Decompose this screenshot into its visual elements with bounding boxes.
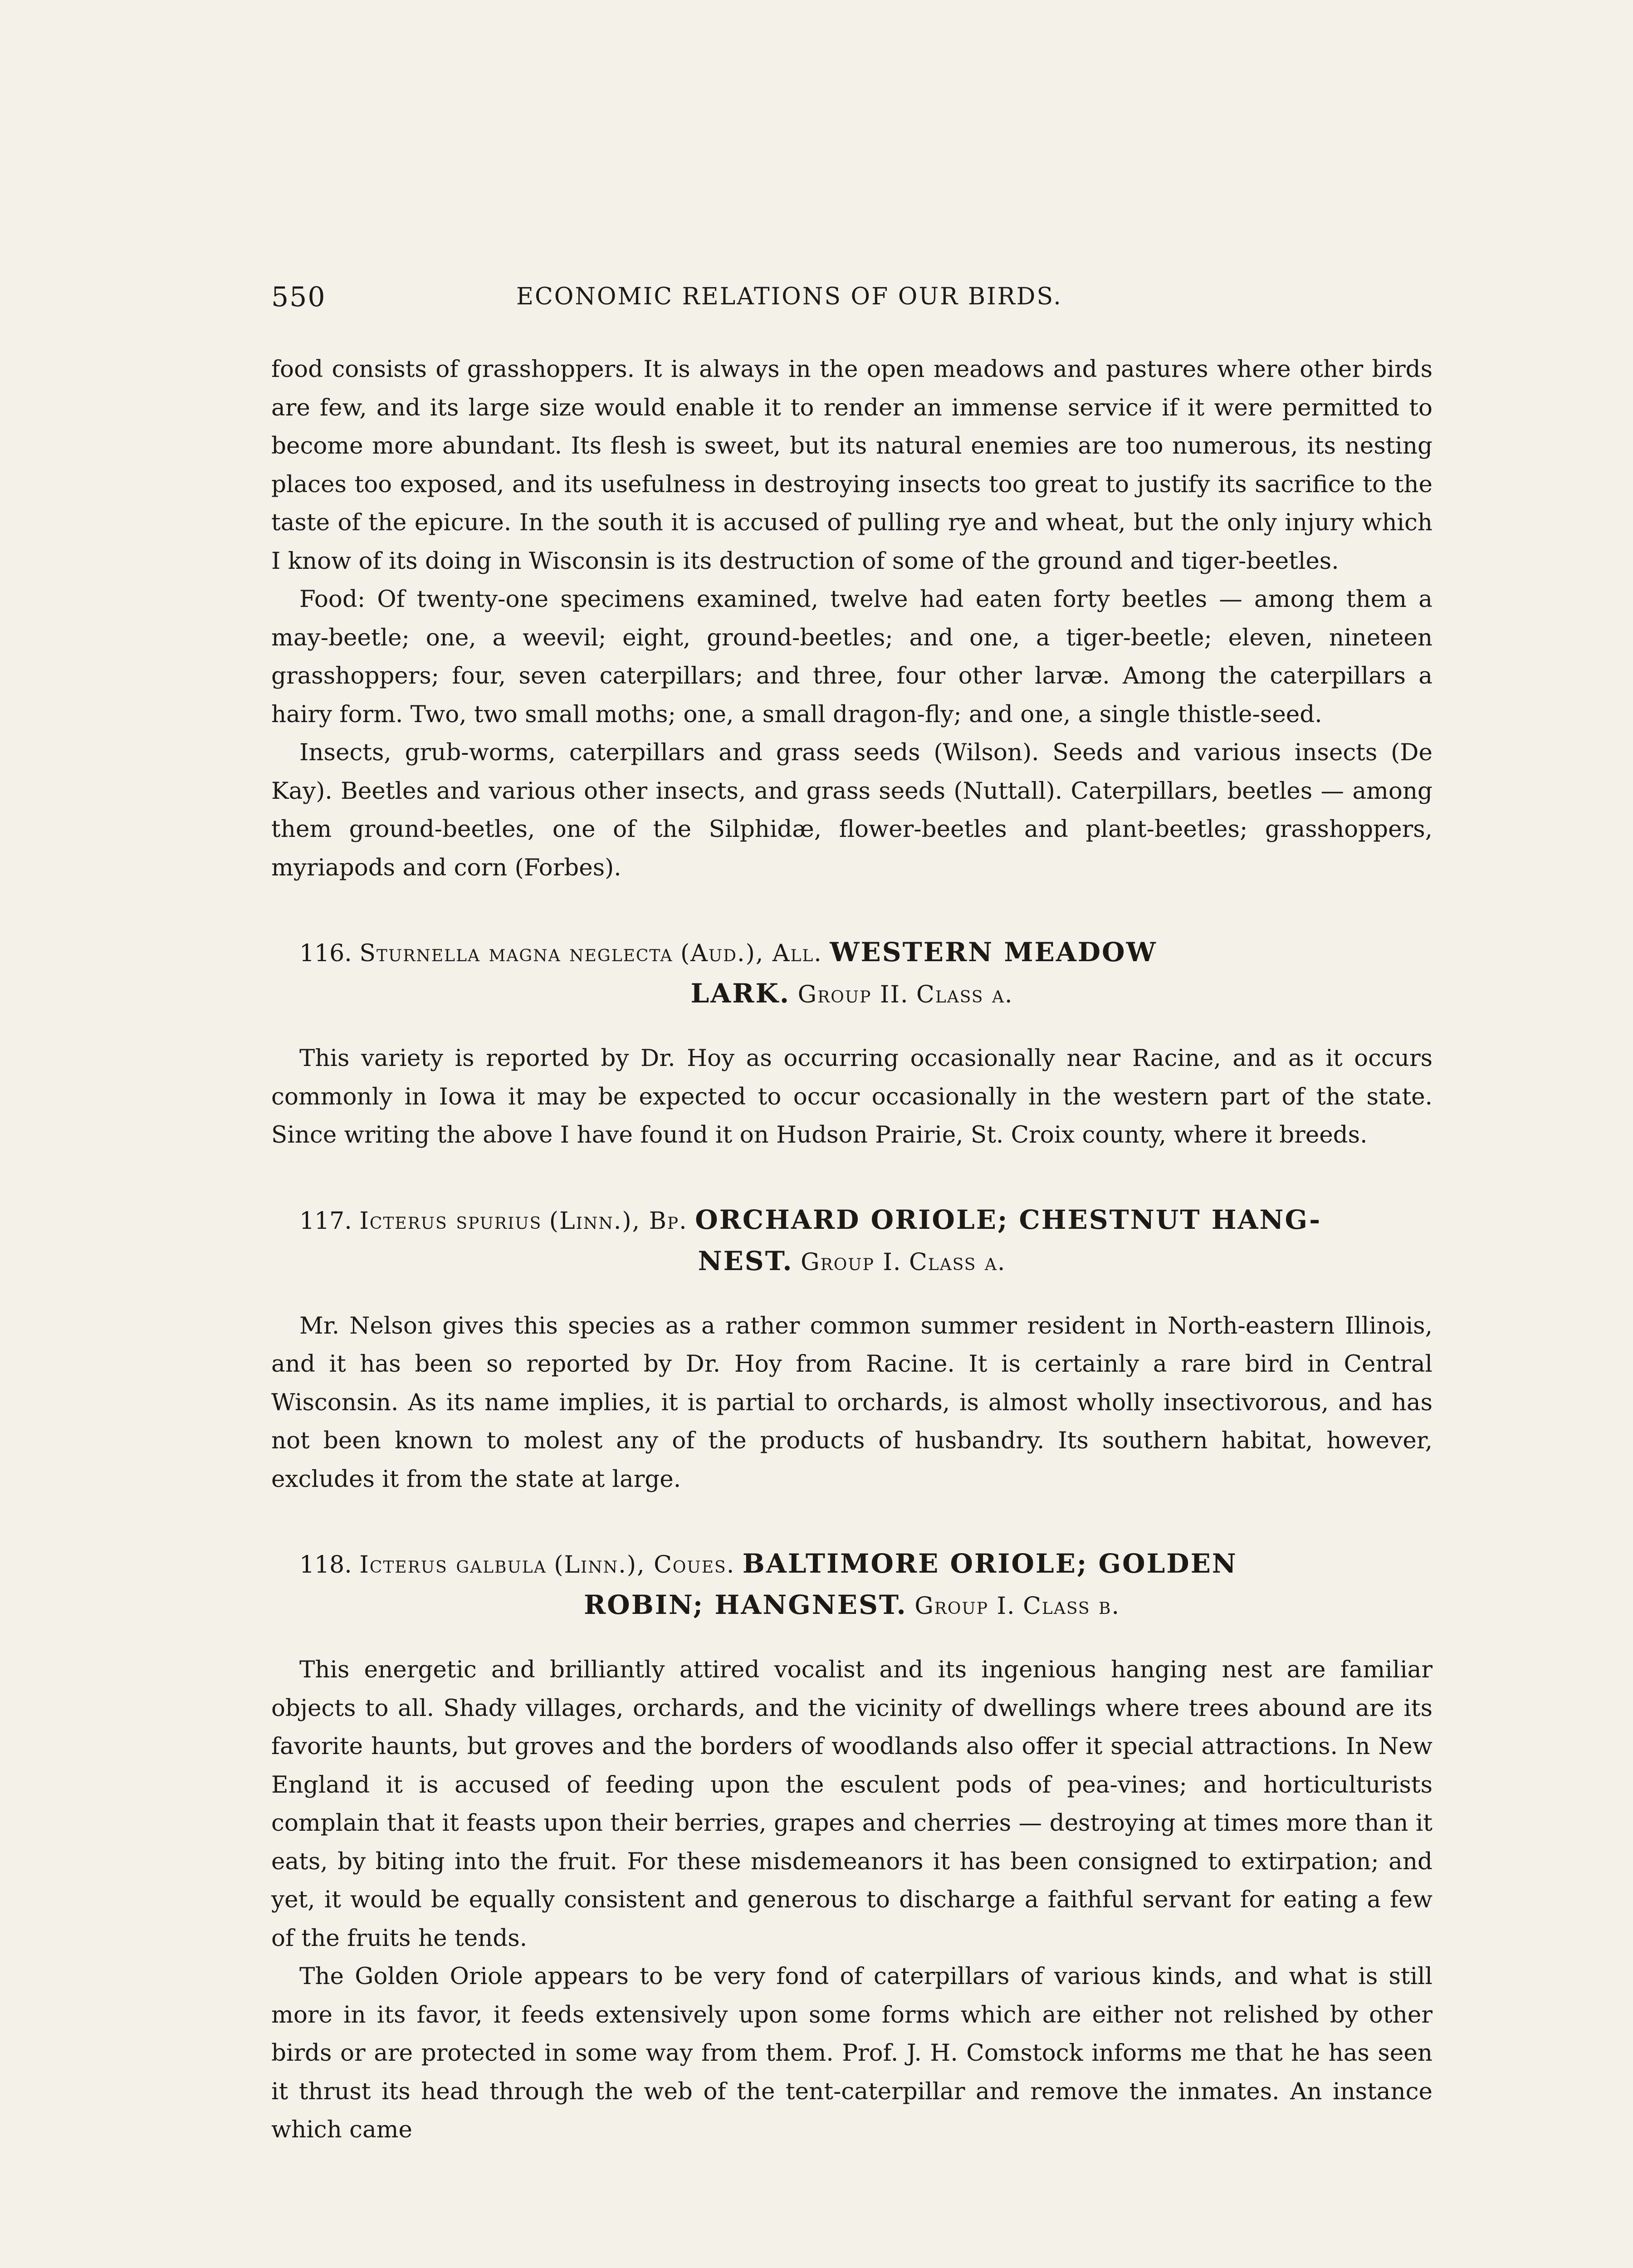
intro-paragraph-sources: Insects, grub-worms, caterpillars and grass seeds (Wilson). Seeds and various insects (De Kay). Beetles and various other insects, and grass seeds (Nuttall). Caterpillars, beetles — among them ground-beetles, one of the Silphidæ, flower-beetles and plant-beetles; grasshoppers, myriapods and corn (Forbes). [271,739,1433,881]
species-heading-117 [271,1200,1433,1282]
running-title: ECONOMIC RELATIONS OF OUR BIRDS. [516,283,1062,310]
species-number: 116. [299,940,352,967]
page-number: 550 [271,281,326,313]
species-common-name: WESTERN MEADOW [830,937,1157,968]
species-class: Class a. [916,981,1013,1008]
species-118-paragraph-1: This energetic and brilliantly attired vocalist and its ingenious hanging nest are familiar objects to all. Shady villages, orchards, and the vicinity of dwellings where trees abound are its favorite haunts, but groves and the borders of woodlands also offer it special attractions. In New England it is accused of feeding upon the esculent pods of pea-vines; and horticulturists complain that it feasts upon their berries, grapes and cherries — destroying at times more than it eats, by biting into the fruit. For these misdemeanors it has been consigned to extirpation; and yet, it would be equally consistent and generous to discharge a faithful servant for eating a few of the fruits he tends. [271,1656,1433,1952]
species-heading-line-1 [271,1200,1433,1241]
species-116-paragraph: This variety is reported by Dr. Hoy as occurring occasionally near Racine, and as it occurs commonly in Iowa it may be expected to occur occasionally in the western part of the state. Since writing the above I have found it on Hudson Prairie, St. Croix county, where it breeds. [271,1045,1433,1149]
species-heading-line-2 [271,973,1433,1015]
species-latin-name: Icterus galbula [359,1551,547,1579]
species-heading-118 [271,1544,1433,1626]
species-number: 118. [299,1551,352,1579]
intro-paragraph-food: Food: Of twenty-one specimens examined, twelve had eaten forty beetles — among them a may-beetle; one, a weevil; eight, ground-beetles; and one, a tiger-beetle; eleven, nineteen grasshoppers; four, seven caterpillars; and three, four other larvæ. Among the caterpillars a hairy form. Two, two small moths; one, a small dragon-fly; and one, a single thistle-seed. [271,586,1433,728]
species-common-name-cont: ROBIN; HANGNEST. [583,1589,907,1620]
species-common-name-cont: NEST. [698,1245,793,1276]
intro-paragraph-1: food consists of grasshoppers. It is always in the open meadows and pastures where other birds are few, and its large size would enable it to render an immense service if it were permitted to become more abundant. Its flesh is sweet, but its natural enemies are too numerous, its nesting places too exposed, and its usefulness in destroying insects too great to justify its sacrifice to the taste of the epicure. In the south it is accused of pulling rye and wheat, but the only injury which I know of its doing in Wisconsin is its destruction of some of the ground and tiger-beetles. [271,356,1433,575]
species-heading-line-2 [271,1241,1433,1282]
book-page [271,281,1433,2149]
species-common-name-cont: LARK. [690,978,791,1009]
species-heading-line-1 [271,1544,1433,1585]
species-latin-name: Icterus spurius [359,1207,542,1235]
species-common-name: ORCHARD ORIOLE; CHESTNUT HANG- [695,1204,1322,1235]
species-heading-116 [271,932,1433,1015]
species-heading-line-2 [271,1585,1433,1626]
species-class: Class b. [1023,1593,1120,1620]
species-117-paragraph: Mr. Nelson gives this species as a rather common summer resident in North-eastern Illinois, and it has been so reported by Dr. Hoy from Racine. It is certainly a rare bird in Central Wisconsin. As its name implies, it is partial to orchards, is almost wholly insectivorous, and has not been known to molest any of the products of husbandry. Its southern habitat, however, excludes it from the state at large. [271,1312,1433,1493]
species-latin-name: Sturnella magna neglecta [359,940,673,967]
species-authority: (Aud.), All. [680,940,822,967]
species-group: Group I. [914,1593,1016,1620]
running-head [271,281,1433,318]
species-number: 117. [299,1207,352,1235]
species-heading-line-1 [271,932,1433,973]
species-authority: (Linn.), Coues. [554,1551,735,1579]
species-118-paragraph-2: The Golden Oriole appears to be very fond of caterpillars of various kinds, and what is still more in its favor, it feeds extensively upon some forms which are either not relished by other birds or are protected in some way from them. Prof. J. H. Comstock informs me that he has seen it thrust its head through the web of the tent-caterpillar and remove the inmates. An instance which came [271,1963,1433,2143]
species-group: Group II. [797,981,909,1008]
species-authority: (Linn.), Bp. [549,1207,688,1235]
species-group: Group I. [801,1248,902,1276]
species-common-name: BALTIMORE ORIOLE; GOLDEN [742,1548,1237,1579]
species-class: Class a. [909,1248,1006,1276]
